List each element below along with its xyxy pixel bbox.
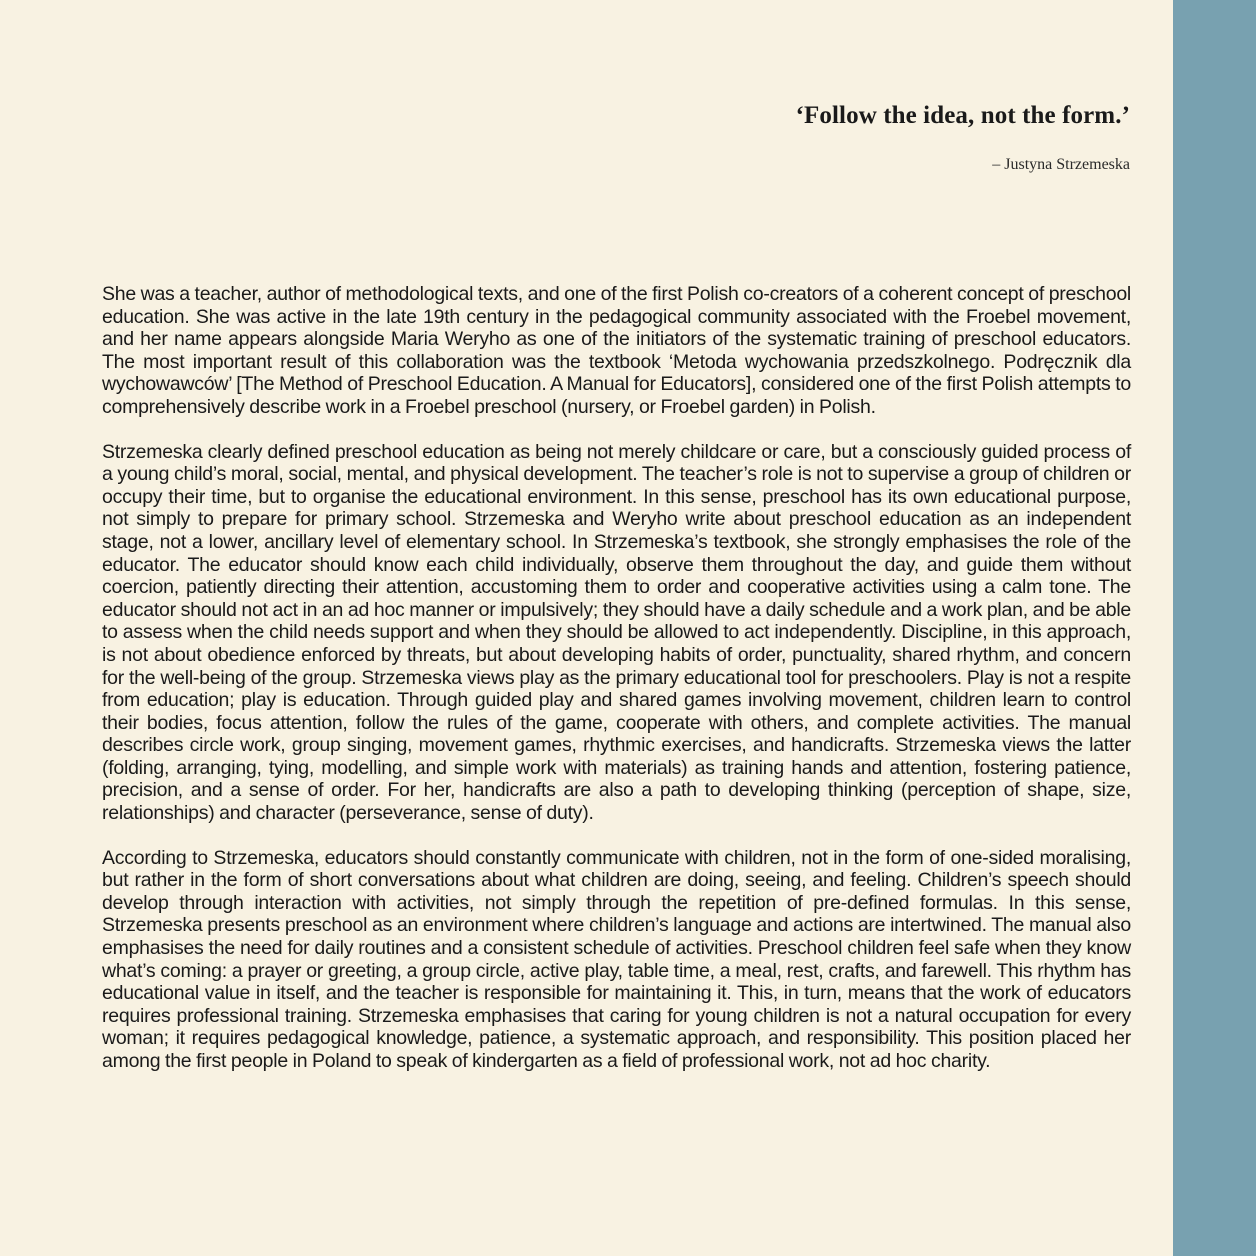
paragraph-2: Strzemeska clearly defined preschool education as being not merely childcare or care, but a consciously guided process of a young child’s moral, social, mental, and physical development. The teacher’s role is not to supervise a group of children or occupy their time, but to organise the educational environment. In this sense, preschool has its own educational purpose, not simply to prepare for primary school. Strzemeska and Weryho write about preschool education as an independent stage, not a lower, ancillary level of elementary school. In Strzemeska’s textbook, she strongly emphasises the role of the educator. The educator should know each child individually, observe them throughout the day, and guide them without coercion, patiently directing their attention, accustoming them to order and cooperative activities using a calm tone. The educator should not act in an ad hoc manner or impulsively; they should have a daily schedule and a work plan, and be able to assess when the child needs support and when they should be allowed to act independently. Discipline, in this approach, is not about obedience enforced by threats, but about developing habits of order, punctuality, shared rhythm, and concern for the well-being of the group. Strzemeska views play as the primary educational tool for preschoolers. Play is not a respite from education; play is education. Through guided play and shared games involving movement, children learn to control their bodies, focus attention, follow the rules of the game, cooperate with others, and complete activities. The manual describes circle work, group singing, movement games, rhythmic exercises, and handicrafts. Strzemeska views the latter (folding, arranging, tying, modelling, and simple work with materials) as training hands and attention, fostering patience, precision, and a sense of order. For her, handicrafts are also a path to developing thinking (perception of shape, size, relationships) and character (perseverance, sense of duty).: [102, 440, 1131, 825]
quote-author: – Justyna Strzemeska: [992, 156, 1130, 173]
quote-text: ‘Follow the idea, not the form.’: [795, 102, 1130, 129]
epigraph: [430, 98, 1130, 175]
article-body: [102, 283, 1131, 1095]
side-color-bar: [1173, 0, 1256, 1256]
paragraph-1: She was a teacher, author of methodological texts, and one of the first Polish co-creators of a coherent concept of preschool education. She was active in the late 19th century in the pedagogical community associated with the Froebel movement, and her name appears alongside Maria Weryho as one of the initiators of the systematic training of preschool educators. The most important result of this collaboration was the textbook ‘Metoda wychowania przedszkolnego. Podręcznik dla wychowawców’ [The Method of Preschool Education. A Manual for Educators], considered one of the first Polish attempts to comprehensively describe work in a Froebel preschool (nursery, or Froebel garden) in Polish.: [102, 283, 1131, 418]
paragraph-3: According to Strzemeska, educators should constantly communicate with children, not in the form of one-sided moralising, but rather in the form of short conversations about what children are doing, seeing, and feeling. Children’s speech should develop through interaction with activities, not simply through the repetition of pre-defined formulas. In this sense, Strzemeska presents preschool as an environment where children’s language and actions are intertwined. The manual also emphasises the need for daily routines and a consistent schedule of activities. Preschool children feel safe when they know what’s coming: a prayer or greeting, a group circle, active play, table time, a meal, rest, crafts, and farewell. This rhythm has educational value in itself, and the teacher is responsible for maintaining it. This, in turn, means that the work of educators requires professional training. Strzemeska emphasises that caring for young children is not a natural occupation for every woman; it requires pedagogical knowledge, patience, a systematic approach, and responsibility. This position placed her among the first people in Poland to speak of kindergarten as a field of professional work, not ad hoc charity.: [102, 846, 1131, 1072]
